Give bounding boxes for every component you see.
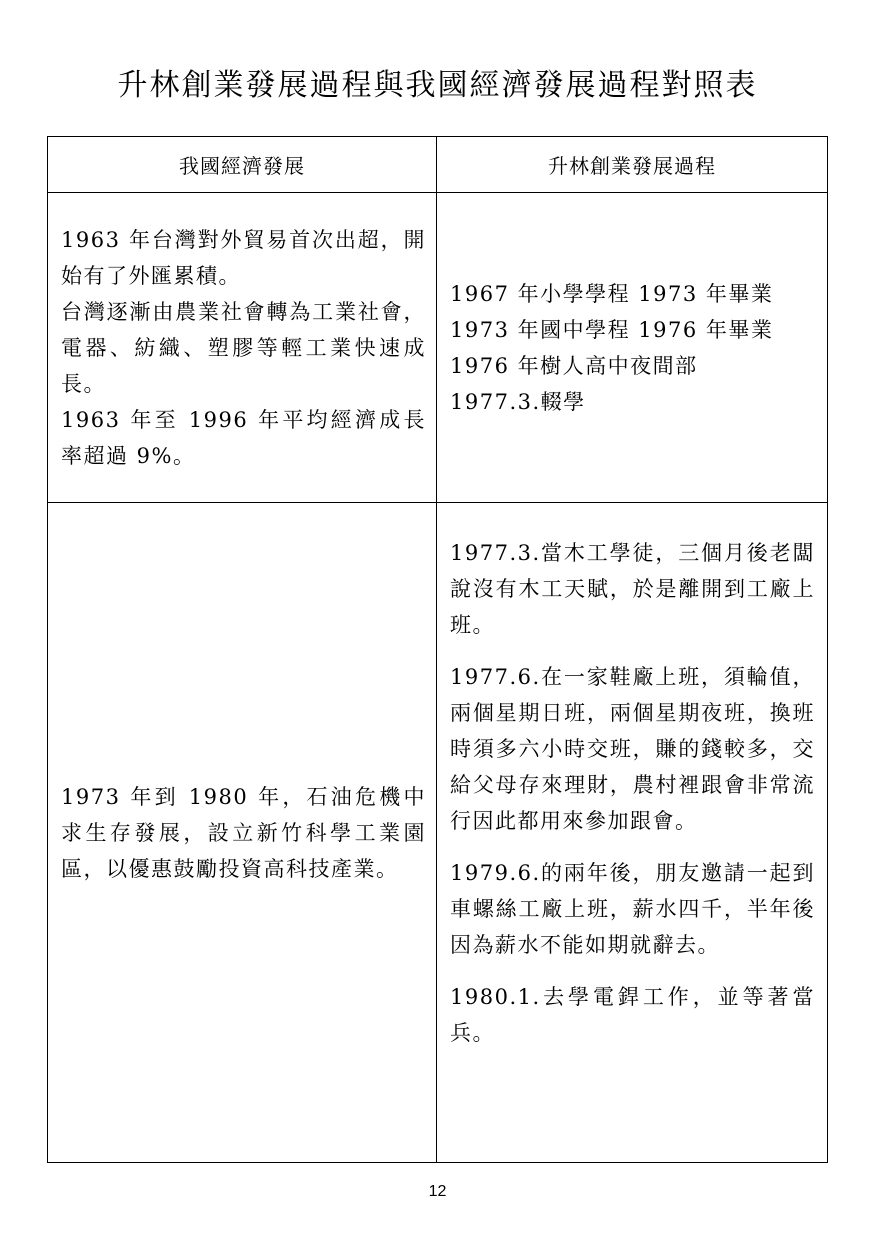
- career-line: 1976 年樹人高中夜間部: [450, 353, 698, 378]
- header-economy: 我國經濟發展: [48, 137, 437, 193]
- career-cell: [437, 193, 828, 503]
- table-header-row: [48, 137, 828, 193]
- economy-paragraph: 1973 年到 1980 年，石油危機中求生存發展，設立新竹科學工業園區，以優惠鼓勵投資高科技產業。: [61, 784, 426, 881]
- career-entry: 1979.6.的兩年後，朋友邀請一起到車螺絲工廠上班，薪水四千，半年後因為薪水不能如期就辭去。: [450, 861, 815, 957]
- economy-cell: [48, 503, 437, 1163]
- career-entry: 1980.1.去學電銲工作，並等著當兵。: [450, 985, 815, 1045]
- economy-paragraph: 1963 年台灣對外貿易首次出超，開始有了外匯累積。: [61, 227, 426, 288]
- economy-paragraph: 1963 年至 1996 年平均經濟成長率超過 9%。: [61, 407, 426, 468]
- page-title: 升林創業發展過程與我國經濟發展過程對照表: [117, 68, 758, 103]
- career-line: 1977.3.輟學: [450, 389, 586, 414]
- career-entry: 1977.3.當木工學徒，三個月後老闆說沒有木工天賦，於是離開到工廠上班。: [450, 541, 815, 637]
- career-cell: [437, 503, 828, 1163]
- header-career: 升林創業發展過程: [437, 137, 828, 193]
- table-row: [48, 503, 828, 1163]
- economy-paragraph: 台灣逐漸由農業社會轉為工業社會，電器、紡織、塑膠等輕工業快速成長。: [61, 299, 426, 396]
- page-number: 12: [428, 1183, 447, 1200]
- career-entry: 1977.6.在一家鞋廠上班，須輪值，兩個星期日班，兩個星期夜班，換班時須多六小時交班，賺的錢較多，交給父母存來理財，農村裡跟會非常流行因此都用來參加跟會。: [450, 665, 815, 833]
- table-row: [48, 193, 828, 503]
- economy-cell: [48, 193, 437, 503]
- comparison-table: [47, 136, 828, 1163]
- career-line: 1967 年小學學程 1973 年畢業: [450, 281, 774, 306]
- career-line: 1973 年國中學程 1976 年畢業: [450, 317, 774, 342]
